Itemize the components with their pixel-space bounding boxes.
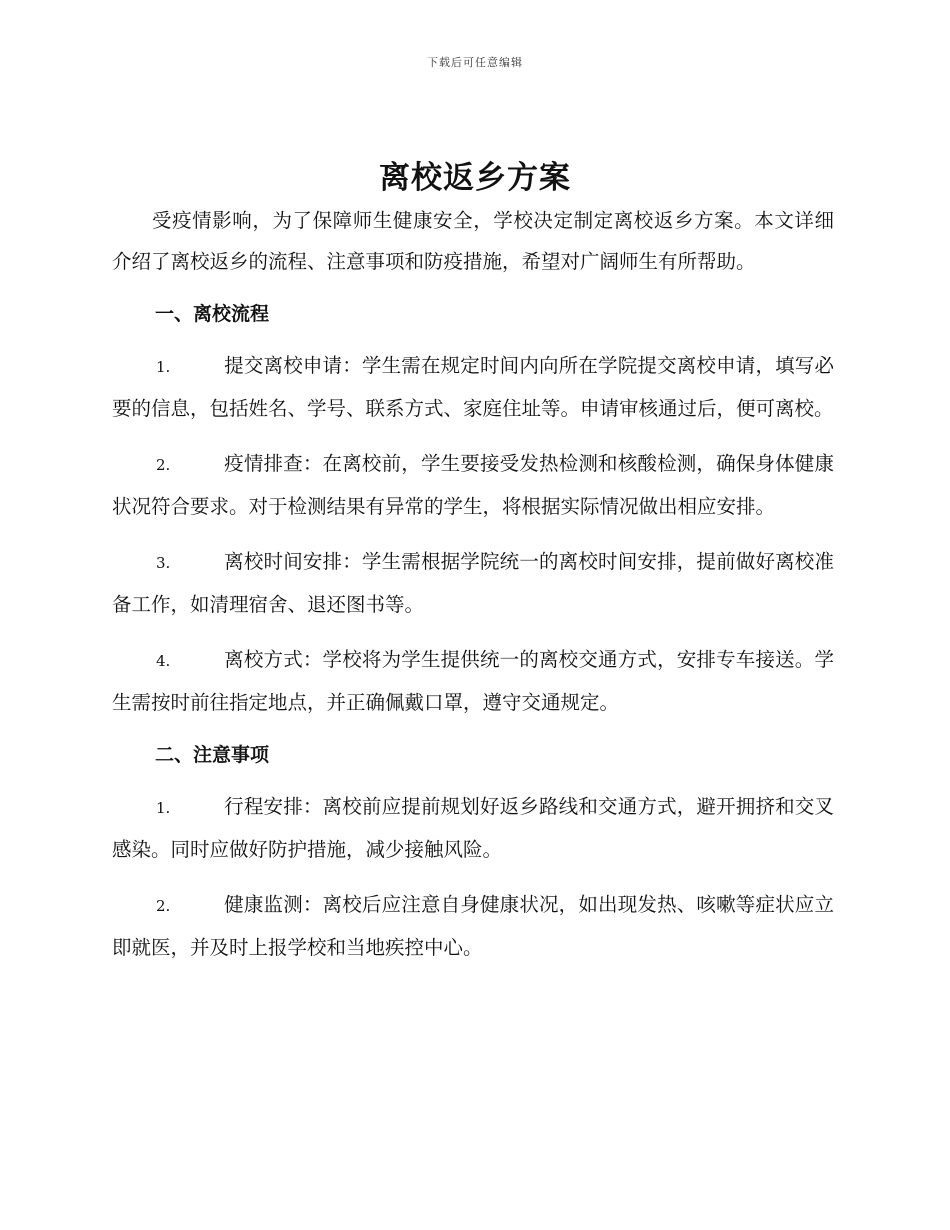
section-heading-leave-process: 一、离校流程 [155, 303, 270, 325]
list-number: 3. [156, 554, 171, 572]
section-heading-notes: 二、注意事项 [155, 744, 270, 766]
list-item-text: 行程安排：离校前应提前规划好返乡路线和交通方式，避开拥挤和交叉感染。同时应做好防护措施，减少接触风险。 [112, 795, 834, 861]
list-item-text: 离校方式：学校将为学生提供统一的离校交通方式，安排专车接送。学生需按时前往指定地点，并正确佩戴口罩，遵守交通规定。 [112, 648, 834, 714]
document-title: 离校返乡方案 [379, 160, 571, 196]
list-number: 4. [156, 652, 171, 670]
document-body [112, 200, 834, 982]
intro-paragraph: 受疫情影响，为了保障师生健康安全，学校决定制定离校返乡方案。本文详细介绍了离校返乡的流程、注意事项和防疫措施，希望对广阔师生有所帮助。 [112, 209, 834, 273]
list-item-text: 健康监测：离校后应注意自身健康状况，如出现发热、咳嗽等症状应立即就医，并及时上报学校和当地疾控中心。 [112, 893, 834, 959]
list-item-text: 疫情排查：在离校前，学生要接受发热检测和核酸检测，确保身体健康状况符合要求。对于检测结果有异常的学生，将根据实际情况做出相应安排。 [112, 452, 834, 518]
list-item [112, 786, 834, 870]
list-item-text: 离校时间安排：学生需根据学院统一的离校时间安排，提前做好离校准备工作，如清理宿舍、退还图书等。 [112, 550, 834, 616]
list-item-text: 提交离校申请：学生需在规定时间内向所在学院提交离校申请，填写必要的信息，包括姓名、学号、联系方式、家庭住址等。申请审核通过后，便可离校。 [112, 354, 834, 420]
list-item [112, 541, 834, 625]
list-item [112, 884, 834, 968]
list-number: 1. [156, 799, 171, 817]
list-number: 2. [156, 456, 171, 474]
list-item [112, 639, 834, 723]
header-note: 下载后可任意编辑 [427, 56, 523, 69]
list-item [112, 443, 834, 527]
list-number: 1. [156, 358, 171, 376]
list-item [112, 345, 834, 429]
list-number: 2. [156, 897, 171, 915]
